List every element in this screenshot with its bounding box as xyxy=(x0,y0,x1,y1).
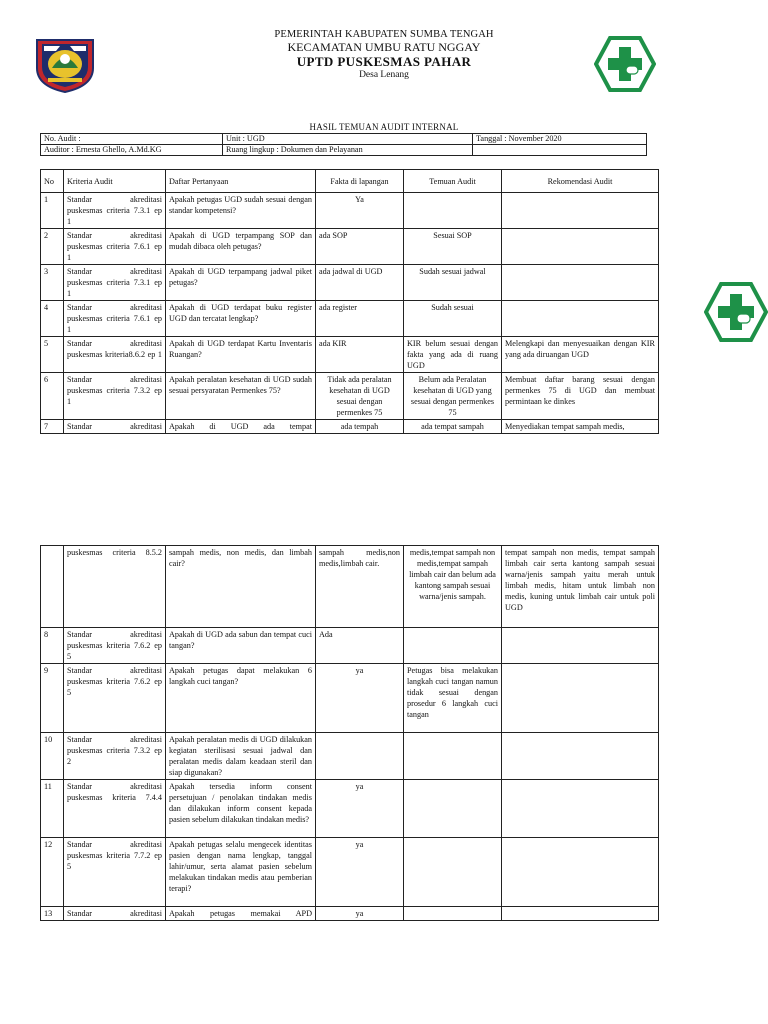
cell-temuan xyxy=(404,780,502,838)
table-row xyxy=(41,838,659,907)
audit-info-table xyxy=(40,133,647,156)
cell-temuan xyxy=(404,907,502,921)
table-row xyxy=(41,546,659,628)
cell-rekomendasi xyxy=(502,193,659,229)
cell-temuan xyxy=(404,838,502,907)
cell-no: 2 xyxy=(41,229,64,265)
cell-fakta: ada tempah xyxy=(316,420,404,434)
cell-pertanyaan: Apakah tersedia inform consent persetujuan / penolakan tindakan medis dan dilakukan inform consent kepada pasien sebelum dilakukan tindakan medis? xyxy=(166,780,316,838)
col-pertanyaan: Daftar Pertanyaan xyxy=(166,170,316,193)
cell-no: 5 xyxy=(41,337,64,373)
cell-temuan: ada tempat sampah xyxy=(404,420,502,434)
cell-no: 13 xyxy=(41,907,64,921)
cell-pertanyaan: Apakah petugas memakai APD xyxy=(166,907,316,921)
cell-pertanyaan: Apakah di UGD terdapat Kartu Inventaris Ruangan? xyxy=(166,337,316,373)
cell-rekomendasi xyxy=(502,301,659,337)
table-row xyxy=(41,373,659,420)
ruang-lingkup: Ruang lingkup : Dokumen dan Pelayanan xyxy=(223,145,473,156)
header-line-3: UPTD PUSKESMAS PAHAR xyxy=(296,54,472,69)
cell-rekomendasi: Menyediakan tempat sampah medis, xyxy=(502,420,659,434)
table-row xyxy=(41,420,659,434)
cell-no: 9 xyxy=(41,664,64,733)
cell-kriteria: Standar akreditasi puskesmas kriteria 7.4.4 xyxy=(64,780,166,838)
cell-pertanyaan: Apakah di UGD terdapat buku register UGD dan tercatat lengkap? xyxy=(166,301,316,337)
cell-no: 12 xyxy=(41,838,64,907)
cell-rekomendasi xyxy=(502,265,659,301)
cell-temuan: KIR belum sesuai dengan fakta yang ada di ruang UGD xyxy=(404,337,502,373)
cell-temuan: Petugas bisa melakukan langkah cuci tangan namun tidak sesuai dengan prosedur 6 langkah cuci tangan xyxy=(404,664,502,733)
cell-rekomendasi: tempat sampah non medis, tempat sampah limbah cair serta kantong sampah sesuai warna/jenis sampah yaitu merah untuk limbah medis, hitam untuk limbah non medis, kuning untuk limbah cair untuk poli UGD xyxy=(502,546,659,628)
cell-no: 8 xyxy=(41,628,64,664)
cell-no: 7 xyxy=(41,420,64,434)
table-row xyxy=(41,664,659,733)
table-row xyxy=(41,265,659,301)
cell-pertanyaan: Apakah di UGD ada tempat xyxy=(166,420,316,434)
cell-no: 11 xyxy=(41,780,64,838)
header-line-1: PEMERINTAH KABUPATEN SUMBA TENGAH xyxy=(274,29,494,40)
cell-fakta: ada SOP xyxy=(316,229,404,265)
table-row xyxy=(41,733,659,780)
header-line-2: KECAMATAN UMBU RATU NGGAY xyxy=(287,40,481,54)
cell-pertanyaan: Apakah di UGD ada sabun dan tempat cuci tangan? xyxy=(166,628,316,664)
cell-fakta: ada jadwal di UGD xyxy=(316,265,404,301)
table-row xyxy=(41,301,659,337)
cell-rekomendasi xyxy=(502,229,659,265)
cell-pertanyaan: Apakah di UGD terpampang jadwal piket petugas? xyxy=(166,265,316,301)
cell-kriteria: Standar akreditasi puskesmas kriteria 7.6.2 ep 5 xyxy=(64,664,166,733)
cell-fakta: ya xyxy=(316,780,404,838)
cell-no: 6 xyxy=(41,373,64,420)
cell-fakta: ya xyxy=(316,907,404,921)
cell-temuan: Sesuai SOP xyxy=(404,229,502,265)
audit-table-1 xyxy=(40,169,659,434)
header-line-4: Desa Lenang xyxy=(359,70,409,80)
col-temuan: Temuan Audit xyxy=(404,170,502,193)
cell-kriteria: Standar akreditasi puskesmas kriteria 7.7.2 ep 5 xyxy=(64,838,166,907)
cell-temuan: Sudah sesuai xyxy=(404,301,502,337)
tanggal: Tanggal : November 2020 xyxy=(473,134,647,145)
cell-temuan: Belum ada Peralatan kesehatan di UGD yang sesuai dengan permenkes 75 xyxy=(404,373,502,420)
cell-fakta: Tidak ada peralatan kesehatan di UGD sesuai dengan permenkes 75 xyxy=(316,373,404,420)
cell-kriteria: puskesmas criteria 8.5.2 xyxy=(64,546,166,628)
col-rekomendasi: Rekomendasi Audit xyxy=(502,170,659,193)
cell-kriteria: Standar akreditasi puskesmas criteria 7.3.1 ep 1 xyxy=(64,193,166,229)
cell-pertanyaan: Apakah petugas dapat melakukan 6 langkah cuci tangan? xyxy=(166,664,316,733)
cell-no: 3 xyxy=(41,265,64,301)
auditor: Auditor : Ernesta Ghello, A.Md.KG xyxy=(41,145,223,156)
cell-kriteria: Standar akreditasi puskesmas kriteria 7.6.2 ep 5 xyxy=(64,628,166,664)
cell-rekomendasi: Membuat daftar barang sesuai dengan permenkes 75 di UGD dan membuat permintaan ke dinkes xyxy=(502,373,659,420)
cell-no: 4 xyxy=(41,301,64,337)
cell-fakta: Ada xyxy=(316,628,404,664)
no-audit: No. Audit : xyxy=(41,134,223,145)
cell-pertanyaan: sampah medis, non medis, dan limbah cair? xyxy=(166,546,316,628)
cell-kriteria: Standar akreditasi puskesmas criteria 7.3.2 ep 1 xyxy=(64,373,166,420)
cell-kriteria: Standar akreditasi xyxy=(64,420,166,434)
cell-no xyxy=(41,546,64,628)
cell-pertanyaan: Apakah di UGD terpampang SOP dan mudah dibaca oleh petugas? xyxy=(166,229,316,265)
table-header-row xyxy=(41,170,659,193)
document-title: HASIL TEMUAN AUDIT INTERNAL xyxy=(309,122,459,132)
cell-rekomendasi xyxy=(502,838,659,907)
cell-rekomendasi xyxy=(502,907,659,921)
cell-rekomendasi xyxy=(502,664,659,733)
cell-rekomendasi xyxy=(502,733,659,780)
cell-fakta xyxy=(316,733,404,780)
table-row xyxy=(41,628,659,664)
table-row xyxy=(41,193,659,229)
unit: Unit : UGD xyxy=(223,134,473,145)
cell-temuan xyxy=(404,733,502,780)
cell-pertanyaan: Apakah peralatan medis di UGD dilakukan kegiatan sterilisasi sesuai jadwal dan peralatan medis dalam keadaan steril dan siap digunakan? xyxy=(166,733,316,780)
cell-kriteria: Standar akreditasi puskesmas criteria 7.6.1 ep 1 xyxy=(64,301,166,337)
cell-rekomendasi xyxy=(502,780,659,838)
table-row xyxy=(41,780,659,838)
cell-temuan: medis,tempat sampah non medis,tempat sampah limbah cair dan belum ada kantong sampah sesuai warna/jenis sampah. xyxy=(404,546,502,628)
cell-kriteria: Standar akreditasi puskesmas criteria 7.3.2 ep 2 xyxy=(64,733,166,780)
cell-temuan xyxy=(404,193,502,229)
table-row xyxy=(41,229,659,265)
cell-pertanyaan: Apakah petugas UGD sudah sesuai dengan standar kompetensi? xyxy=(166,193,316,229)
table-row xyxy=(41,337,659,373)
cell-temuan: Sudah sesuai jadwal xyxy=(404,265,502,301)
cell-temuan xyxy=(404,628,502,664)
cell-fakta: ya xyxy=(316,664,404,733)
cell-no: 1 xyxy=(41,193,64,229)
info-empty-cell xyxy=(473,145,647,156)
cell-fakta: ada KIR xyxy=(316,337,404,373)
cell-rekomendasi xyxy=(502,628,659,664)
cell-kriteria: Standar akreditasi puskesmas criteria 7.6.1 ep 1 xyxy=(64,229,166,265)
cell-rekomendasi: Melengkapi dan menyesuaikan dengan KIR yang ada diruangan UGD xyxy=(502,337,659,373)
cell-kriteria: Standar akreditasi xyxy=(64,907,166,921)
audit-table-2 xyxy=(40,545,659,921)
cell-fakta: ya xyxy=(316,838,404,907)
cell-kriteria: Standar akreditasi puskesmas criteria 7.3.1 ep 1 xyxy=(64,265,166,301)
cell-kriteria: Standar akreditasi puskesmas kriteria8.6.2 ep 1 xyxy=(64,337,166,373)
col-kriteria: Kriteria Audit xyxy=(64,170,166,193)
cell-pertanyaan: Apakah peralatan kesehatan di UGD sudah sesuai persyaratan Permenkes 75? xyxy=(166,373,316,420)
cell-fakta: ada register xyxy=(316,301,404,337)
cell-fakta: sampah medis,non medis,limbah cair. xyxy=(316,546,404,628)
cell-fakta: Ya xyxy=(316,193,404,229)
cell-no: 10 xyxy=(41,733,64,780)
cell-pertanyaan: Apakah petugas selalu mengecek identitas pasien dengan nama lengkap, tanggal lahir/umur, serta alamat pasien sebelum melakukan tindakan medis atau pemberian terapi? xyxy=(166,838,316,907)
puskesmas-cross-logo-2 xyxy=(704,282,768,342)
col-fakta: Fakta di lapangan xyxy=(316,170,404,193)
table-row xyxy=(41,907,659,921)
col-no: No xyxy=(41,170,64,193)
